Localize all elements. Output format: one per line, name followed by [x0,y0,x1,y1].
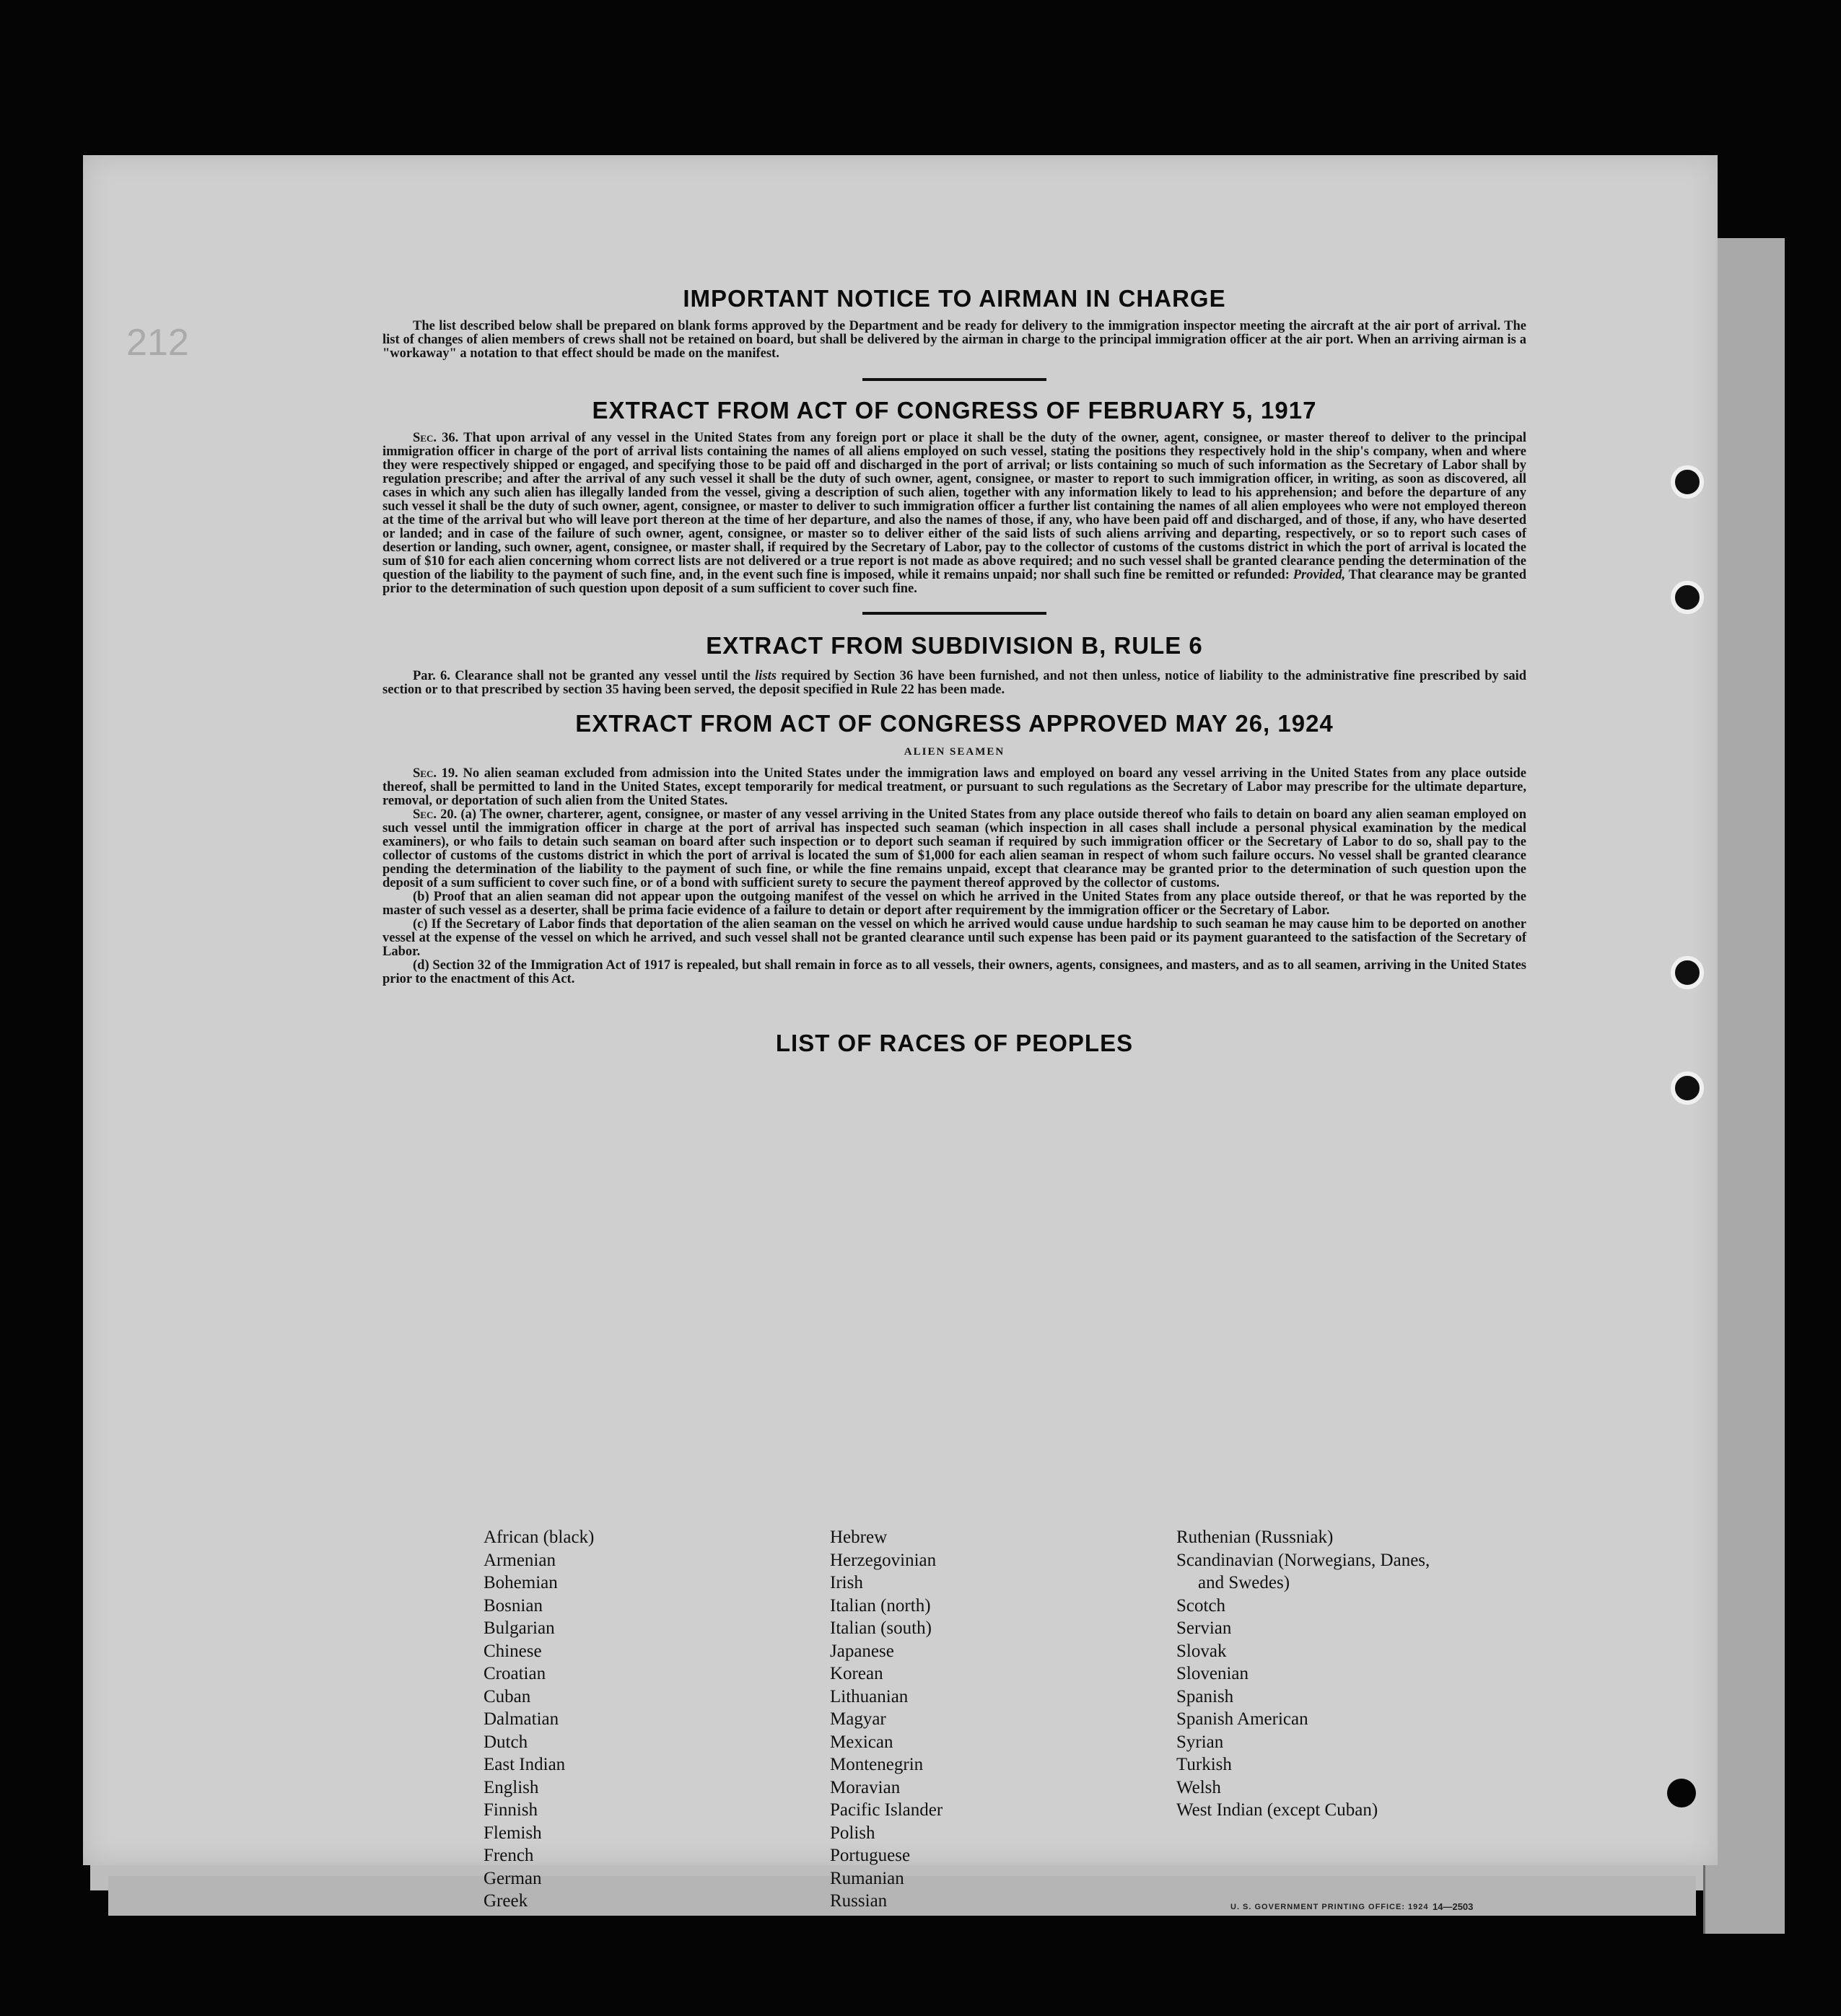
races-column-2 [830,1526,1176,1913]
race-item: Welsh [1176,1777,1221,1797]
notice-body: The list described below shall be prepared on blank forms approved by the Department and be ready for delivery to the immigration inspector meeting the aircraft at the air port of arrival. The list of changes of alien members of crews shall not be retained on board, but shall be delivered by the airman in charge to the principal immigration officer at the air port. When an arriving airman is a "workaway" a notation to that effect should be made on the manifest. [382,319,1526,361]
race-item: West Indian (except Cuban) [1176,1800,1378,1820]
rule-6-text: Par. 6. Clearance shall not be granted any vessel until the [413,669,751,683]
punch-hole-icon [1671,581,1704,614]
punch-hole-icon [1671,465,1704,499]
race-item: Herzegovinian [830,1550,937,1570]
race-item: Turkish [1176,1755,1232,1774]
race-item: Servian [1176,1618,1232,1638]
races-title: LIST OF RACES OF PEOPLES [775,1030,1134,1056]
lists-word: lists [755,669,777,683]
notice-title: IMPORTANT NOTICE TO AIRMAN IN CHARGE [683,285,1226,312]
race-item: Magyar [830,1709,886,1729]
act-1924-section-20d: (d) Section 32 of the Immigration Act of 1917 is repealed, but shall remain in force as to all vessels, their owners, agents, consignees, and masters, and as to all seamen, arriving in the United States prior to the enactment of this Act. [382,958,1526,986]
race-item: and Swedes) [1198,1573,1290,1592]
race-item: Slovak [1176,1641,1227,1661]
race-item: African (black) [484,1528,595,1547]
race-item: Japanese [830,1641,894,1661]
race-item: Bohemian [484,1573,558,1592]
notice-text-block [382,285,1526,1057]
race-item: Pacific Islander [830,1800,943,1820]
section-label: Sec. 36. [413,431,459,445]
show-through-number: 212 [126,322,189,364]
race-item: Italian (north) [830,1595,931,1616]
section-19-text: No alien seaman excluded from admission into the United States under the immigration laws and employed on board any vessel arriving in the United States from any place outside thereof, shall be permitted to land in the United States, except temporarily for medical treatment, or pursuant to such regulations as the Secretary of Labor may prescribe for the ultimate departure, removal, or deportation of such alien from the United States. [382,766,1527,808]
race-item: Scandinavian (Norwegians, Danes, [1176,1550,1430,1570]
section-20a-text: (a) The owner, charterer, agent, consignee, or master of any vessel arriving in the United States from any place outside thereof who fails to detain on board any alien seaman employed on such vessel until the immigration officer in charge at the port of arrival has inspected such seaman (which inspection in all cases shall include a personal physical examination by the medical examiners), or who fails to detain such seaman on board after such inspection or to deport such seaman if required by such immigration officer or the Secretary of Labor to do so, shall pay to the collector of customs of the customs district in which the port of arrival is located the sum of $1,000 for each alien seaman in respect of whom such failure occurs. No vessel shall be granted clearance pending the determination of the liability to the payment of such fine, or while the fine remains unpaid, except that clearance may be granted prior to the determination of such question upon the deposit of a sum sufficient to cover such fine, or of a bond with sufficient surety to secure the payment thereof approved by the collector of customs. [382,807,1527,890]
punch-hole-icon [1671,1071,1704,1105]
races-column-1 [484,1526,830,1913]
printer-imprint: U. S. GOVERNMENT PRINTING OFFICE: 1924 [1230,1903,1429,1911]
race-item: Montenegrin [830,1755,924,1774]
section-label: Sec. 19. [413,766,458,781]
race-item: Lithuanian [830,1686,909,1706]
alien-seamen-subhead: ALIEN SEAMEN [904,746,1005,758]
race-item: Slovenian [1176,1664,1249,1683]
punch-hole-icon [1667,1779,1696,1807]
race-item: Mexican [830,1732,893,1752]
section-divider [862,378,1046,381]
race-item: Syrian [1176,1732,1224,1752]
act-1924-section-20b: (b) Proof that an alien seaman did not appear upon the outgoing manifest of the vessel on which he arrived in the United States from any place outside thereof, or that he was reported by the master of such vessel as a deserter, shall be prima facie evidence of a failure to detain or deport after requirement by the immigration officer or the Secretary of Labor. [382,890,1526,918]
race-item: Dutch [484,1732,528,1752]
race-item: Polish [830,1823,875,1843]
race-item: Irish [830,1573,863,1592]
punch-hole-icon [1671,956,1704,989]
race-item: Scotch [1176,1595,1226,1616]
act-1924-section-20a [382,808,1526,890]
race-item: Spanish American [1176,1709,1308,1729]
race-item: Croatian [484,1664,546,1683]
act-1924-title: EXTRACT FROM ACT OF CONGRESS APPROVED MAY 26, 1924 [575,710,1334,737]
race-item: Finnish [484,1800,538,1820]
section-divider [862,612,1046,615]
race-item: Chinese [484,1641,542,1661]
race-item: French [484,1846,534,1865]
section-label: Sec. 20. [413,807,458,822]
rule-6-paragraph [382,670,1526,697]
act-1917-section-36 [382,431,1526,596]
race-item: Italian (south) [830,1618,932,1638]
form-code: 14—2503 [1433,1901,1474,1912]
race-item: Greek [484,1891,528,1911]
race-item: Hebrew [830,1528,888,1547]
race-item: Portuguese [830,1846,911,1865]
race-item: Flemish [484,1823,542,1843]
race-item: Dalmatian [484,1709,559,1729]
race-item: Bosnian [484,1595,543,1616]
race-item: Armenian [484,1550,556,1570]
section-36-text-end: That clearance may be granted prior to the determination of such question upon deposit of a sum sufficient to cover such fine. [382,568,1527,596]
act-1924-section-19 [382,767,1526,808]
act-1917-title: EXTRACT FROM ACT OF CONGRESS OF FEBRUARY 5, 1917 [592,397,1317,424]
race-item: Rumanian [830,1868,904,1888]
race-item: Ruthenian (Russniak) [1176,1528,1334,1547]
manifest-back-page [83,155,1718,1912]
race-item: Moravian [830,1777,901,1797]
race-item: Spanish [1176,1686,1234,1706]
act-1924-section-20c: (c) If the Secretary of Labor finds that deportation of the alien seaman on the vessel on which he arrived would cause undue hardship to such seaman he may cause him to be deported on another vessel at the expense of the vessel on which he arrived, and such vessel shall not be granted clearance until such expense has been paid or its payment guaranteed to the satisfaction of the Secretary of Labor. [382,917,1526,959]
provided-word: Provided, [1293,568,1346,582]
races-list [484,1526,1523,1913]
race-item: German [484,1868,542,1888]
races-column-3 [1176,1526,1523,1913]
race-item: Russian [830,1891,888,1911]
section-36-text: That upon arrival of any vessel in the United States from any foreign port or place it shall be the duty of the owner, agent, consignee, or master thereof to deliver to the principal immigration officer in charge of the port of arrival lists containing the names of all aliens employed on such vessel, stating the positions they respectively hold in the ship's company, when and where they were respectively shipped or engaged, and specifying those to be paid off and discharged in the port of arrival; or lists containing so much of such information as the Secretary of Labor shall by regulation prescribe; and after the arrival of any such vessel it shall be the duty of such owner, agent, consignee, or master to report to such immigration officer, in writing, as soon as discovered, all cases in which any such alien has illegally landed from the vessel, giving a description of such alien, together with any information likely to lead to his apprehension; and before the departure of any such vessel it shall be the duty of such owner, agent, consignee, or master to deliver to such immigration officer a further list containing the names of all alien employees who were not employed thereon at the time of the arrival but who will leave port thereon at the time of her departure, and also the names of those, if any, who have been paid off and discharged, and of those, if any, who have deserted or landed; and in case of the failure of such owner, agent, consignee, or master so to deliver either of the said lists of such aliens arriving and departing, respectively, or so to report such cases of desertion or landing, such owner, agent, consignee, or master shall, if required by the Secretary of Labor, pay to the collector of customs of the customs district in which the port of arrival is located the sum of $10 for each alien concerning whom correct lists are not delivered or a true report is not made as above required; and no such vessel shall be granted clearance pending the determination of the question of the liability to the payment of such fine, and, in the event such fine is imposed, while it remains unpaid; nor shall such fine be remitted or refunded: [382,431,1526,582]
race-item: Cuban [484,1686,531,1706]
race-item: Bulgarian [484,1618,555,1638]
race-item: English [484,1777,539,1797]
rule-6-text-end: required by Section 36 have been furnished, and not then unless, notice of liability to the administrative fine prescribed by said section or to that prescribed by section 35 having been served, the deposit specified in Rule 22 has been made. [382,669,1527,697]
race-item: East Indian [484,1755,566,1774]
race-item: Korean [830,1664,883,1683]
rule-6-title: EXTRACT FROM SUBDIVISION B, RULE 6 [706,632,1203,659]
